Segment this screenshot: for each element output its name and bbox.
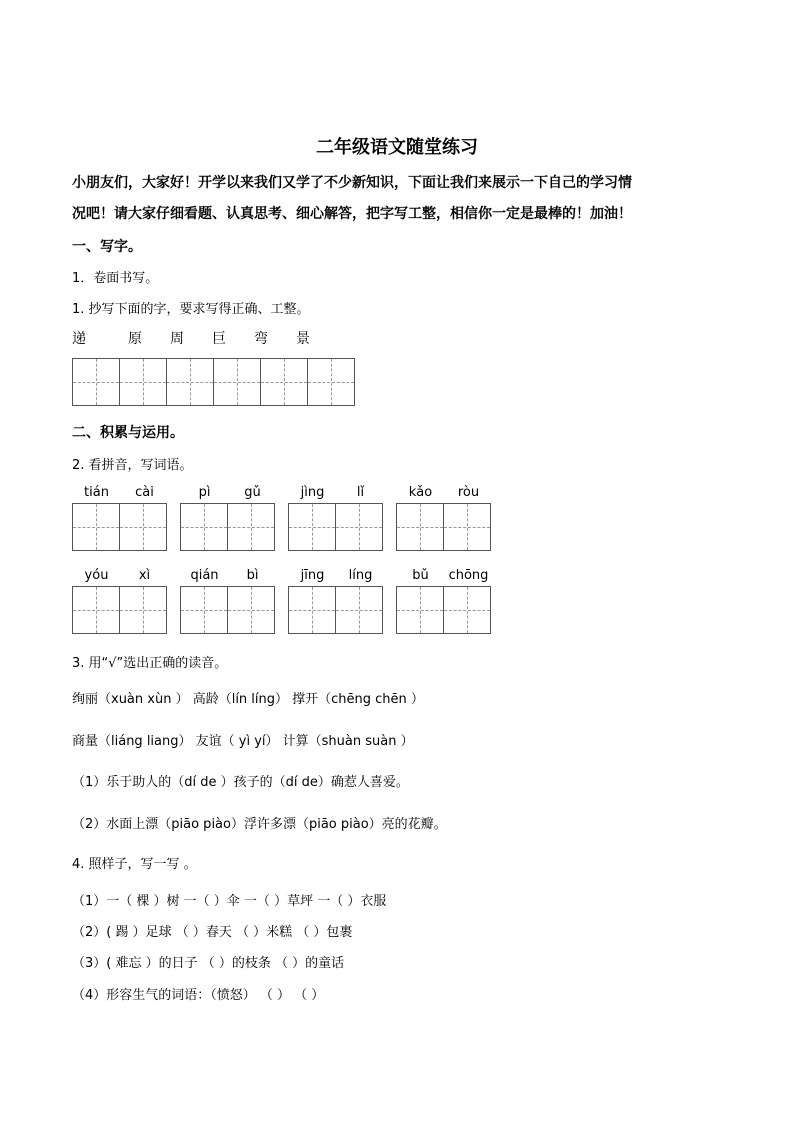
intro-line-2: 况吧！请大家仔细看题、认真思考、细心解答，把字写工整，相信你一定是最棒的！加油！ xyxy=(72,206,632,222)
question-4-line-2: （2）( 踢 ）足球 （ ）春天 （ ）米糕 （ ）包裹 xyxy=(72,925,353,940)
pinyin-word-group xyxy=(288,568,385,634)
pinyin-word-group xyxy=(396,485,493,551)
pinyin-label: tián xyxy=(84,485,109,500)
pinyin-label: yóu xyxy=(84,568,109,583)
copy-char-6: 景 xyxy=(296,331,310,347)
pinyin-label: bǔ xyxy=(412,568,429,583)
question-1-label: 1．卷面书写。 xyxy=(72,271,159,286)
pinyin-word-group xyxy=(180,568,277,634)
writing-cell[interactable] xyxy=(260,358,308,406)
pinyin-label: jīng xyxy=(300,568,325,583)
pinyin-label: ròu xyxy=(457,485,480,500)
writing-cell[interactable] xyxy=(288,586,336,634)
pinyin-label: gǔ xyxy=(244,485,261,500)
question-3-line-2: 商量（liáng liang） 友谊（ yì yí） 计算（shuàn suàn ） xyxy=(72,734,414,749)
writing-cell[interactable] xyxy=(119,586,167,634)
writing-cell[interactable] xyxy=(213,358,261,406)
writing-cell[interactable] xyxy=(443,503,491,551)
writing-cell[interactable] xyxy=(119,358,167,406)
question-3-line-3: （1）乐于助人的（dí de ）孩子的（dí de）确惹人喜爱。 xyxy=(72,775,409,790)
pinyin-word-group xyxy=(180,485,277,551)
pinyin-word-group xyxy=(396,568,493,634)
writing-cell[interactable] xyxy=(288,503,336,551)
writing-cell[interactable] xyxy=(443,586,491,634)
copy-writing-grid xyxy=(72,358,354,406)
writing-cell[interactable] xyxy=(396,586,444,634)
section-2-heading: 二、积累与运用。 xyxy=(72,425,184,441)
question-4-line-1: （1）一（ 棵 ）树 一（ ）伞 一（ ）草坪 一（ ）衣服 xyxy=(72,894,387,909)
question-3-instruction: 3. 用“√”选出正确的读音。 xyxy=(72,656,228,671)
question-3-line-4: （2）水面上漂（piāo piào）浮许多漂（piāo piào）亮的花瓣。 xyxy=(72,817,447,832)
writing-cell[interactable] xyxy=(227,586,275,634)
question-3-line-1: 绚丽（xuàn xùn ） 高龄（lín líng） 撑开（chēng chēn ） xyxy=(72,692,424,707)
copy-char-4: 巨 xyxy=(212,331,226,347)
copy-char-3: 周 xyxy=(170,331,184,347)
writing-cell[interactable] xyxy=(119,503,167,551)
pinyin-word-group xyxy=(72,485,169,551)
pinyin-label: jìng xyxy=(300,485,325,500)
copy-char-1: 递 xyxy=(72,331,86,347)
writing-cell[interactable] xyxy=(227,503,275,551)
writing-cell[interactable] xyxy=(72,358,120,406)
pinyin-label: bì xyxy=(246,568,259,583)
pinyin-label: kǎo xyxy=(408,485,433,500)
writing-cell[interactable] xyxy=(166,358,214,406)
section-1-heading: 一、写字。 xyxy=(72,239,142,255)
intro-line-1: 小朋友们，大家好！开学以来我们又学了不少新知识，下面让我们来展示一下自己的学习情 xyxy=(72,175,632,191)
writing-cell[interactable] xyxy=(335,586,383,634)
pinyin-label: lǐ xyxy=(356,485,365,500)
question-4-line-3: （3）( 难忘 ）的日子 （ ）的枝条 （ ）的童话 xyxy=(72,956,345,971)
pinyin-label: chōng xyxy=(448,568,489,583)
copy-char-2: 原 xyxy=(128,331,142,347)
writing-cell[interactable] xyxy=(72,586,120,634)
writing-cell[interactable] xyxy=(180,503,228,551)
writing-cell[interactable] xyxy=(307,358,355,406)
pinyin-label: pì xyxy=(198,485,211,500)
pinyin-label: xì xyxy=(138,568,151,583)
pinyin-label: cài xyxy=(135,485,154,500)
pinyin-word-group xyxy=(288,485,385,551)
writing-cell[interactable] xyxy=(72,503,120,551)
pinyin-label: qián xyxy=(190,568,219,583)
pinyin-word-group xyxy=(72,568,169,634)
copy-char-5: 弯 xyxy=(254,331,268,347)
question-1b-instruction: 1. 抄写下面的字，要求写得正确、工整。 xyxy=(72,302,310,317)
writing-cell[interactable] xyxy=(396,503,444,551)
writing-cell[interactable] xyxy=(335,503,383,551)
question-2-instruction: 2. 看拼音，写词语。 xyxy=(72,458,193,473)
writing-cell[interactable] xyxy=(180,586,228,634)
question-4-line-4: （4）形容生气的词语：（愤怒） （ ） （ ） xyxy=(72,988,325,1003)
question-4-instruction: 4. 照样子，写一写 。 xyxy=(72,857,197,872)
pinyin-label: líng xyxy=(348,568,373,583)
page-title: 二年级语文随堂练习 xyxy=(316,137,478,158)
